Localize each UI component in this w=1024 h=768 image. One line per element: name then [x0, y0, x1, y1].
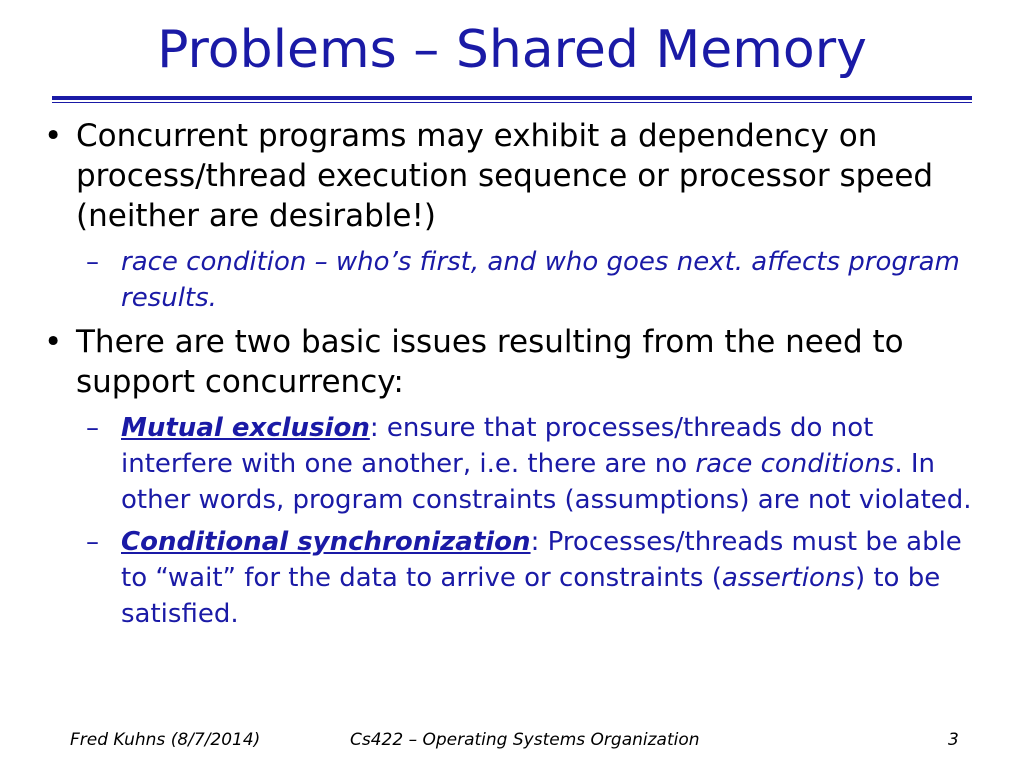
bullet-1-sub — [44, 244, 984, 316]
race-conditions-emphasis: race conditions — [695, 449, 895, 479]
bullet-1-sub-text: race condition – who’s first, and who goes next. affects program results. — [121, 247, 960, 313]
mutual-exclusion-term: Mutual exclusion — [121, 413, 370, 443]
bullet-1 — [44, 116, 984, 236]
title-divider-thin — [52, 102, 972, 103]
bullet-2-text: There are two basic issues resulting from the need to support concurrency: — [76, 324, 904, 400]
dash-marker: – — [86, 247, 99, 277]
footer-author: Fred Kuhns (8/7/2014) — [70, 730, 261, 750]
term-colon: : — [369, 413, 379, 443]
term-colon: : — [530, 527, 540, 557]
bullet-1-text: Concurrent programs may exhibit a dependency on process/thread execution sequence or processor speed (neither are desirable!) — [76, 118, 934, 234]
conditional-synchronization-text-a: Processes/threads must be able to “wait” for the data to arrive or constraints ( — [121, 527, 962, 593]
title-divider-thick — [52, 96, 972, 100]
mutual-exclusion-text-b: . In other words, program constraints (assumptions) are not violated. — [121, 449, 972, 515]
dash-marker: – — [86, 413, 99, 443]
footer-page-number: 3 — [948, 730, 959, 750]
bullet-2-sub-2 — [44, 524, 984, 632]
mutual-exclusion-text-a: ensure that processes/threads do not interfere with one another, i.e. there are no — [121, 413, 874, 479]
bullet-2-sub-1 — [44, 410, 984, 518]
slide-title: Problems – Shared Memory — [157, 20, 867, 80]
bullet-dot: • — [44, 118, 63, 154]
slide-body — [44, 116, 984, 638]
conditional-synchronization-text-b: ) to be satisfied. — [121, 563, 941, 629]
footer-course: Cs422 – Operating Systems Organization — [350, 730, 700, 750]
assertions-emphasis: assertions — [721, 563, 855, 593]
bullet-2 — [44, 322, 984, 402]
bullet-dot: • — [44, 324, 63, 360]
dash-marker: – — [86, 527, 99, 557]
conditional-synchronization-term: Conditional synchronization — [121, 527, 531, 557]
